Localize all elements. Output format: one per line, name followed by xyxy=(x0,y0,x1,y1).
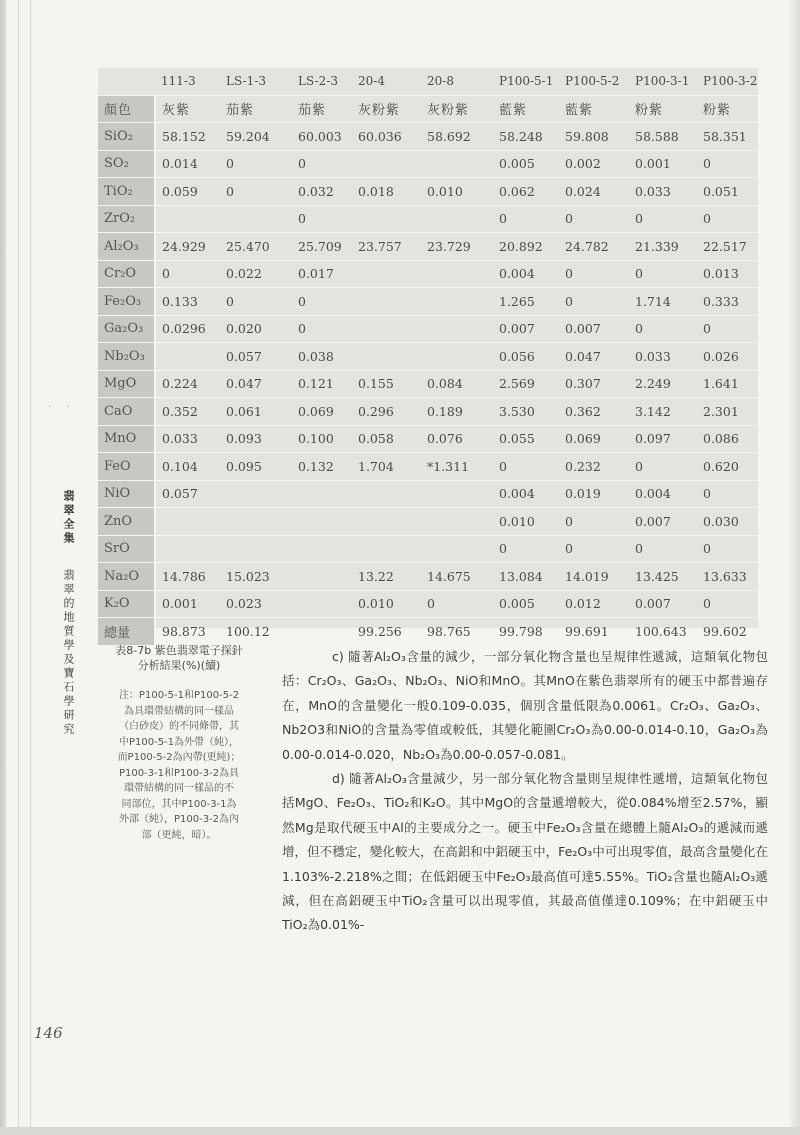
value-cell: 13.084 xyxy=(493,563,559,591)
value-cell: 14.675 xyxy=(421,563,493,591)
value-cell: 0.007 xyxy=(629,508,697,536)
value-cell xyxy=(220,205,292,233)
note-line: 注：P100-5-1和P100-5-2 xyxy=(118,690,240,701)
value-cell: 13.22 xyxy=(352,563,421,591)
value-cell: 0.005 xyxy=(493,590,559,618)
value-cell: 0.076 xyxy=(421,425,493,453)
value-cell: 0 xyxy=(697,205,758,233)
table-row xyxy=(98,398,758,426)
value-cell: 58.152 xyxy=(155,123,220,151)
value-cell xyxy=(352,508,421,536)
value-cell: 14.019 xyxy=(559,563,629,591)
side-book-title xyxy=(60,490,76,737)
row-label: MgO xyxy=(98,370,155,398)
value-cell xyxy=(421,315,493,343)
value-cell: 25.470 xyxy=(220,233,292,261)
value-cell: 0 xyxy=(559,535,629,563)
side-title-separator xyxy=(68,553,69,563)
value-cell: 0.002 xyxy=(559,150,629,178)
scan-line-left xyxy=(18,0,19,1135)
value-cell: 0 xyxy=(559,288,629,316)
value-cell: 59.808 xyxy=(559,123,629,151)
note-line: 部（更純，暗）。 xyxy=(141,829,217,841)
value-cell: 0.333 xyxy=(697,288,758,316)
side-title-bold: 翡翠全集 xyxy=(62,490,75,546)
value-cell: 24.929 xyxy=(155,233,220,261)
table-color-row xyxy=(98,95,758,123)
table-row xyxy=(98,178,758,206)
value-cell: 22.517 xyxy=(697,233,758,261)
value-cell xyxy=(352,150,421,178)
row-label: Nb₂O₃ xyxy=(98,343,155,371)
value-cell: 0.061 xyxy=(220,398,292,426)
table-row xyxy=(98,260,758,288)
color-cell: 灰粉紫 xyxy=(421,95,493,123)
table-header-cell: 20-4 xyxy=(352,68,421,95)
color-cell: 茄紫 xyxy=(292,95,352,123)
value-cell xyxy=(421,260,493,288)
color-cell: 茄紫 xyxy=(220,95,292,123)
value-cell: 0 xyxy=(629,453,697,481)
value-cell: 3.142 xyxy=(629,398,697,426)
value-cell: 0 xyxy=(292,205,352,233)
value-cell: 0 xyxy=(292,288,352,316)
value-cell: 0 xyxy=(493,535,559,563)
row-label: SrO xyxy=(98,535,155,563)
row-label: CaO xyxy=(98,398,155,426)
table-row xyxy=(98,618,758,646)
value-cell: 0.001 xyxy=(155,590,220,618)
value-cell: 0.057 xyxy=(220,343,292,371)
value-cell: 0.032 xyxy=(292,178,352,206)
caption-line-1: 表8-7b 紫色翡翠電子探針 xyxy=(115,644,243,657)
value-cell: 100.643 xyxy=(629,618,697,646)
value-cell xyxy=(292,618,352,646)
margin-dots: · · xyxy=(48,402,76,413)
value-cell: 3.530 xyxy=(493,398,559,426)
value-cell: 99.256 xyxy=(352,618,421,646)
note-line: P100-3-1和P100-3-2為具 xyxy=(118,767,240,779)
value-cell: 60.003 xyxy=(292,123,352,151)
value-cell xyxy=(292,563,352,591)
value-cell xyxy=(421,205,493,233)
value-cell: 0.004 xyxy=(493,260,559,288)
value-cell: 100.12 xyxy=(220,618,292,646)
value-cell: 1.704 xyxy=(352,453,421,481)
value-cell: 0.047 xyxy=(559,343,629,371)
value-cell: 0.014 xyxy=(155,150,220,178)
value-cell: 1.641 xyxy=(697,370,758,398)
row-label: 總量 xyxy=(98,618,155,646)
color-cell: 灰粉紫 xyxy=(352,95,421,123)
value-cell: 0.0296 xyxy=(155,315,220,343)
value-cell: 0.012 xyxy=(559,590,629,618)
value-cell xyxy=(352,315,421,343)
table-row xyxy=(98,590,758,618)
value-cell: 1.714 xyxy=(629,288,697,316)
value-cell: 0 xyxy=(559,260,629,288)
table-row xyxy=(98,370,758,398)
value-cell: 0.001 xyxy=(629,150,697,178)
row-label: ZnO xyxy=(98,508,155,536)
value-cell: 2.301 xyxy=(697,398,758,426)
value-cell xyxy=(421,480,493,508)
table-row xyxy=(98,508,758,536)
value-cell: 0.058 xyxy=(352,425,421,453)
value-cell: 0.121 xyxy=(292,370,352,398)
value-cell: 20.892 xyxy=(493,233,559,261)
value-cell: 0.056 xyxy=(493,343,559,371)
page-bottom-edge xyxy=(0,1127,800,1135)
value-cell: 0.038 xyxy=(292,343,352,371)
value-cell: 0.224 xyxy=(155,370,220,398)
value-cell: 0.033 xyxy=(629,343,697,371)
row-label-color: 顏色 xyxy=(98,95,155,123)
value-cell: 98.765 xyxy=(421,618,493,646)
value-cell: 23.757 xyxy=(352,233,421,261)
value-cell: 0.026 xyxy=(697,343,758,371)
value-cell xyxy=(220,508,292,536)
row-label: TiO₂ xyxy=(98,178,155,206)
table-header-cell: P100-5-1 xyxy=(493,68,559,95)
value-cell: 0.010 xyxy=(493,508,559,536)
table-row xyxy=(98,205,758,233)
value-cell: 58.248 xyxy=(493,123,559,151)
value-cell: 59.204 xyxy=(220,123,292,151)
value-cell: 0 xyxy=(155,260,220,288)
value-cell: 58.588 xyxy=(629,123,697,151)
paragraph-c: c) 隨著Al₂O₃含量的減少，一部分氧化物含量也呈規律性遞減，這類氧化物包括：Cr₂O₃、Ga₂O₃、Nb₂O₃、NiO和MnO。其MnO在紫色翡翠所有的硬玉中都普遍存在，MnO的含量變化一般0.109-0.035，個別含量低限為0.0061。Cr₂O₃、Ga₂O₃、Nb2O3和NiO的含量為零值或較低，其變化範圍Cr₂O₃為0.00-0.014-0.10，Ga₂O₃為0.00-0.014-0.020，Nb₂O₃為0.00-0.057-0.081。 xyxy=(282,649,768,762)
value-cell: 0 xyxy=(292,150,352,178)
value-cell: 0.189 xyxy=(421,398,493,426)
row-label: SO₂ xyxy=(98,150,155,178)
table-caption xyxy=(96,643,262,673)
value-cell: 0.004 xyxy=(629,480,697,508)
value-cell xyxy=(421,535,493,563)
value-cell: 0.020 xyxy=(220,315,292,343)
value-cell: 0.055 xyxy=(493,425,559,453)
value-cell: 0.019 xyxy=(559,480,629,508)
value-cell: 25.709 xyxy=(292,233,352,261)
value-cell: 0 xyxy=(697,535,758,563)
value-cell: 60.036 xyxy=(352,123,421,151)
note-line: 中P100-5-1為外帶（純）， xyxy=(118,736,240,748)
value-cell: 98.873 xyxy=(155,618,220,646)
row-label: Ga₂O₃ xyxy=(98,315,155,343)
note-line: 為具環帶結構的同一樣品 xyxy=(124,705,234,717)
value-cell: 23.729 xyxy=(421,233,493,261)
table-header-cell: P100-3-1 xyxy=(629,68,697,95)
value-cell: 2.249 xyxy=(629,370,697,398)
value-cell: 0.017 xyxy=(292,260,352,288)
row-label: SiO₂ xyxy=(98,123,155,151)
value-cell xyxy=(421,150,493,178)
value-cell: 0.069 xyxy=(292,398,352,426)
body-text xyxy=(282,645,768,938)
value-cell: 0 xyxy=(697,480,758,508)
note-line: 外部（純），P100-3-2為內 xyxy=(118,814,240,825)
value-cell xyxy=(421,343,493,371)
value-cell xyxy=(292,535,352,563)
value-cell xyxy=(421,508,493,536)
table-row xyxy=(98,343,758,371)
value-cell: 58.351 xyxy=(697,123,758,151)
value-cell: 0.155 xyxy=(352,370,421,398)
value-cell: 0.018 xyxy=(352,178,421,206)
side-title-rest: 翡翠的地質學及寶石學研究 xyxy=(62,569,75,737)
value-cell: 0.013 xyxy=(697,260,758,288)
value-cell xyxy=(352,288,421,316)
color-cell: 粉紫 xyxy=(697,95,758,123)
table-header-cell: 111-3 xyxy=(155,68,220,95)
value-cell xyxy=(220,480,292,508)
table-header-row xyxy=(98,68,758,95)
caption-line-2: 分析結果(%)(續) xyxy=(137,659,221,672)
value-cell: 0.023 xyxy=(220,590,292,618)
value-cell: 13.633 xyxy=(697,563,758,591)
value-cell: 0.232 xyxy=(559,453,629,481)
value-cell: 21.339 xyxy=(629,233,697,261)
paragraph-d: d) 隨著Al₂O₃含量減少，另一部分氧化物含量則呈規律性遞增，這類氧化物包括MgO、Fe₂O₃、TiO₂和K₂O。其中MgO的含量遞增較大，從0.084%增至2.57%，顯然Mg是取代硬玉中Al的主要成分之一。硬玉中Fe₂O₃含量在總體上隨Al₂O₃的遞減而遞增，但不穩定，變化較大，在高鋁和中鋁硬玉中，Fe₂O₃中可出現零值，最高含量變化在1.103%-2.218%之間；在低鋁硬玉中Fe₂O₃最高值可達5.55%。TiO₂含量也隨Al₂O₃遞減，但在高鋁硬玉中TiO₂含量可以出現零值，其最高值僅達0.109%；在中鋁硬玉中TiO₂為0.01%- xyxy=(282,771,768,933)
value-cell: 0.033 xyxy=(629,178,697,206)
table-header-cell xyxy=(98,68,155,95)
value-cell xyxy=(292,590,352,618)
value-cell xyxy=(352,480,421,508)
value-cell: 0.095 xyxy=(220,453,292,481)
value-cell: 0 xyxy=(559,508,629,536)
table-row xyxy=(98,150,758,178)
value-cell: 0.100 xyxy=(292,425,352,453)
table-row xyxy=(98,563,758,591)
value-cell: 0.084 xyxy=(421,370,493,398)
value-cell xyxy=(292,480,352,508)
table-row xyxy=(98,233,758,261)
row-label: Na₂O xyxy=(98,563,155,591)
value-cell: 0.620 xyxy=(697,453,758,481)
value-cell: 0.010 xyxy=(421,178,493,206)
page-right-edge xyxy=(788,0,800,1135)
table-header-cell: P100-5-2 xyxy=(559,68,629,95)
table-row xyxy=(98,288,758,316)
value-cell: 0.086 xyxy=(697,425,758,453)
value-cell: 0.005 xyxy=(493,150,559,178)
value-cell xyxy=(155,343,220,371)
value-cell: 0 xyxy=(629,260,697,288)
value-cell: 0.062 xyxy=(493,178,559,206)
value-cell: 0.132 xyxy=(292,453,352,481)
value-cell xyxy=(292,508,352,536)
value-cell: 0.047 xyxy=(220,370,292,398)
value-cell: 0 xyxy=(220,178,292,206)
value-cell xyxy=(352,343,421,371)
row-label: MnO xyxy=(98,425,155,453)
value-cell xyxy=(352,535,421,563)
value-cell: 0.069 xyxy=(559,425,629,453)
value-cell: 0.362 xyxy=(559,398,629,426)
value-cell: 0 xyxy=(697,315,758,343)
scan-line-left-2 xyxy=(30,0,31,1135)
value-cell: 58.692 xyxy=(421,123,493,151)
value-cell: 0 xyxy=(629,205,697,233)
note-line: 同部位，其中P100-3-1為 xyxy=(121,798,237,810)
value-cell: 0.004 xyxy=(493,480,559,508)
color-cell: 灰紫 xyxy=(155,95,220,123)
value-cell: 15.023 xyxy=(220,563,292,591)
value-cell: 0.352 xyxy=(155,398,220,426)
value-cell: 0.307 xyxy=(559,370,629,398)
value-cell: 0.033 xyxy=(155,425,220,453)
table-row xyxy=(98,123,758,151)
value-cell xyxy=(352,260,421,288)
value-cell xyxy=(155,535,220,563)
value-cell: 99.602 xyxy=(697,618,758,646)
value-cell xyxy=(421,288,493,316)
value-cell: 0 xyxy=(292,315,352,343)
value-cell: 0.007 xyxy=(559,315,629,343)
value-cell: 99.798 xyxy=(493,618,559,646)
table-row xyxy=(98,453,758,481)
value-cell: 0.093 xyxy=(220,425,292,453)
table-note xyxy=(96,688,262,843)
value-cell: 1.265 xyxy=(493,288,559,316)
value-cell: 0 xyxy=(493,205,559,233)
value-cell: 0 xyxy=(629,315,697,343)
color-cell: 藍紫 xyxy=(559,95,629,123)
table-row xyxy=(98,480,758,508)
row-label: Fe₂O₃ xyxy=(98,288,155,316)
row-label: K₂O xyxy=(98,590,155,618)
composition-table xyxy=(98,68,758,641)
table-header-cell: LS-2-3 xyxy=(292,68,352,95)
value-cell: 0.059 xyxy=(155,178,220,206)
value-cell: 2.569 xyxy=(493,370,559,398)
value-cell: 0.104 xyxy=(155,453,220,481)
color-cell: 粉紫 xyxy=(629,95,697,123)
value-cell: 0 xyxy=(220,288,292,316)
value-cell xyxy=(220,535,292,563)
value-cell xyxy=(352,205,421,233)
value-cell: *1.311 xyxy=(421,453,493,481)
table-header-cell: 20-8 xyxy=(421,68,493,95)
value-cell: 0.051 xyxy=(697,178,758,206)
value-cell: 0.007 xyxy=(493,315,559,343)
value-cell: 0.296 xyxy=(352,398,421,426)
value-cell: 0.030 xyxy=(697,508,758,536)
color-cell: 藍紫 xyxy=(493,95,559,123)
table-row xyxy=(98,535,758,563)
note-line: （白砂皮）的不同條帶，其 xyxy=(119,721,239,732)
page-number: 146 xyxy=(34,1024,63,1042)
table-header-cell: LS-1-3 xyxy=(220,68,292,95)
value-cell: 0 xyxy=(697,590,758,618)
value-cell xyxy=(155,508,220,536)
row-label: Al₂O₃ xyxy=(98,233,155,261)
value-cell: 99.691 xyxy=(559,618,629,646)
value-cell: 13.425 xyxy=(629,563,697,591)
value-cell: 0.010 xyxy=(352,590,421,618)
table-row xyxy=(98,315,758,343)
table-header-cell: P100-3-2 xyxy=(697,68,758,95)
value-cell: 24.782 xyxy=(559,233,629,261)
value-cell: 0.057 xyxy=(155,480,220,508)
value-cell: 0 xyxy=(493,453,559,481)
value-cell: 0.024 xyxy=(559,178,629,206)
table-row xyxy=(98,425,758,453)
row-label: FeO xyxy=(98,453,155,481)
value-cell: 0 xyxy=(559,205,629,233)
value-cell: 0.022 xyxy=(220,260,292,288)
value-cell: 0 xyxy=(421,590,493,618)
value-cell: 0.097 xyxy=(629,425,697,453)
note-line: 環帶結構的同一樣品的不 xyxy=(124,783,234,794)
value-cell: 0.133 xyxy=(155,288,220,316)
composition-table-grid xyxy=(98,68,758,646)
value-cell: 0 xyxy=(220,150,292,178)
row-label: NiO xyxy=(98,480,155,508)
value-cell: 0 xyxy=(697,150,758,178)
value-cell: 14.786 xyxy=(155,563,220,591)
row-label: ZrO₂ xyxy=(98,205,155,233)
note-line: 而P100-5-2為內帶(更純)； xyxy=(117,752,241,763)
value-cell xyxy=(155,205,220,233)
value-cell: 0 xyxy=(629,535,697,563)
value-cell: 0.007 xyxy=(629,590,697,618)
row-label: Cr₂O xyxy=(98,260,155,288)
